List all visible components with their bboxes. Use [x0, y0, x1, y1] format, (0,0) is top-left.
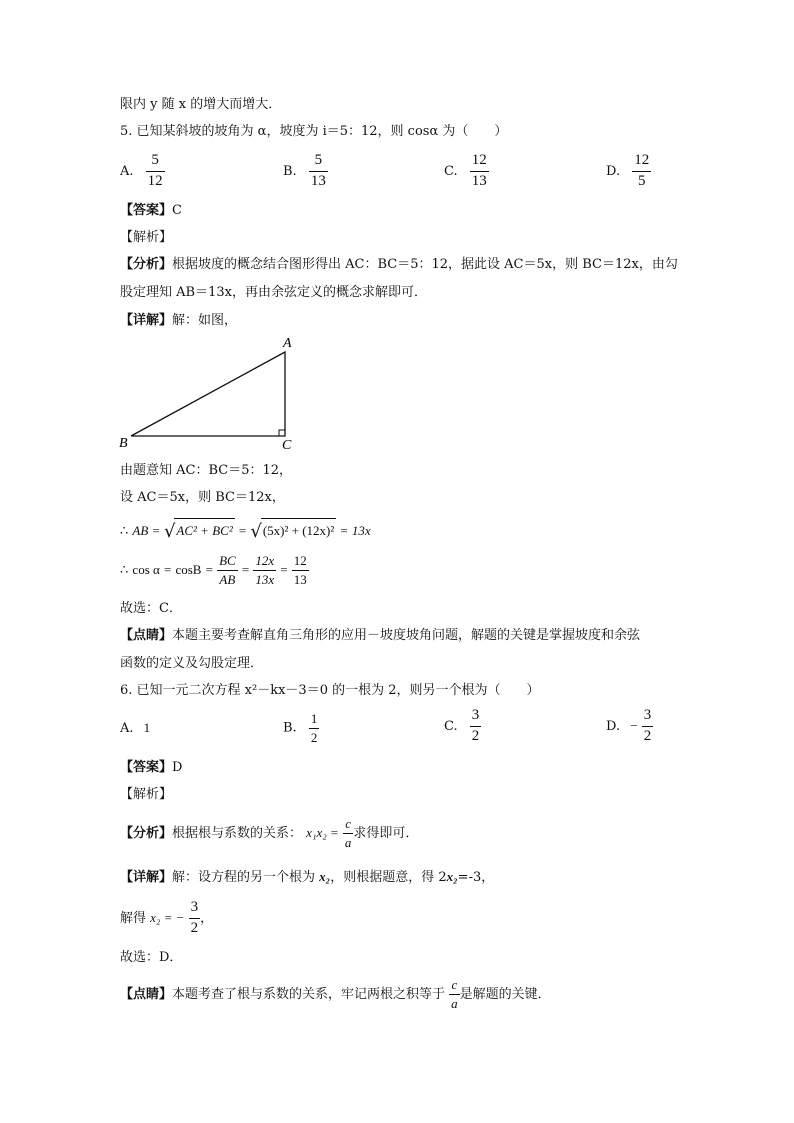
q6-option-b: [283, 712, 319, 744]
right-angle-mark: [279, 430, 285, 436]
therefore-symbol: ∴: [120, 524, 129, 539]
q5-dianjing-line2: 函数的定义及勾股定理．: [120, 656, 264, 671]
xiangjie-mid: ，则根据题意，得 2: [330, 870, 447, 885]
intro-line: 限内 y 随 x 的增大而增大．: [120, 97, 282, 112]
option-letter: A.: [120, 721, 134, 736]
frac-num: BC: [217, 554, 238, 571]
cos-b: cosB: [175, 562, 202, 577]
xiangjie-tag: 【详解】: [120, 313, 173, 328]
frac-den: 2: [190, 920, 199, 936]
q5-fenxi-line1: [120, 256, 678, 274]
q6-analysis-tag: 【解析】: [120, 787, 173, 802]
dianjing-tag: 【点睛】: [120, 987, 173, 1002]
option-numerator: 12: [470, 153, 489, 172]
q6-option-c: [444, 708, 481, 745]
q5-equation-ab: [120, 518, 371, 544]
q5-analysis-tag: 【解析】: [120, 230, 173, 245]
xiangjie-post: =-3，: [457, 870, 495, 885]
option-numerator: 1: [309, 712, 320, 729]
dianjing-text: 本题主要考查解直角三角形的应用－坡度坡角问题，解题的关键是掌握坡度和余弦: [172, 628, 641, 643]
eq-sign: =: [280, 562, 288, 577]
q5-option-a: [120, 153, 165, 190]
answer-value: C: [172, 203, 182, 218]
option-numerator: 3: [470, 708, 482, 727]
q5-equation-cos: [120, 552, 309, 589]
option-letter: B.: [283, 720, 297, 736]
fenxi-tag: 【分析】: [120, 257, 173, 272]
triangle-abc: [131, 352, 285, 436]
option-numerator: 5: [309, 153, 328, 172]
eq-sign: =: [340, 523, 348, 538]
fenxi-post: 求得即可．: [353, 826, 419, 841]
option-letter: D.: [606, 163, 621, 179]
vertex-c-label: C: [282, 438, 292, 452]
q6-option-a: [120, 720, 150, 736]
solve-post: ，: [200, 911, 214, 926]
vertex-a-label: A: [283, 336, 292, 351]
q5-line1: 由题意知 AC：BC＝5：12，: [120, 463, 293, 478]
q5-xiangjie: [120, 312, 237, 330]
q6-solve: [120, 898, 213, 939]
frac-num: 12x: [253, 554, 276, 571]
fenxi-text: 根据坡度的概念结合图形得出 AC：BC＝5：12，据此设 AC＝5x，则 BC＝12x，由勾: [172, 257, 678, 272]
dianjing-post: 是解题的关键．: [459, 987, 551, 1002]
option-letter: D.: [606, 718, 621, 734]
eq-sign: =: [152, 523, 160, 538]
q5-stem: 5. 已知某斜坡的坡角为 α，坡度为 i＝5：12，则 cosα 为（ ）: [120, 124, 508, 139]
frac-den: a: [344, 835, 352, 850]
frac-num: c: [449, 978, 460, 995]
option-value: 1: [143, 720, 151, 735]
option-letter: C.: [444, 718, 458, 734]
fenxi-expr: x₁x₂ =: [306, 825, 339, 840]
q6-choice: 故选：D．: [120, 950, 183, 965]
q5-option-d: [606, 153, 651, 190]
option-denominator: 13: [310, 172, 326, 189]
q6-dianjing: [120, 977, 551, 1013]
frac-num: 3: [189, 900, 201, 919]
q6-stem: 6. 已知一元二次方程 x²－kx－3＝0 的一根为 2，则另一个根为（ ）: [120, 683, 540, 698]
option-numerator: 12: [632, 153, 651, 172]
answer-value: D: [172, 760, 183, 775]
answer-tag: 【答案】: [120, 760, 173, 775]
q5-fenxi-line2: 股定理知 AB＝13x，再由余弦定义的概念求解即可．: [120, 285, 427, 300]
q5-choice: 故选：C．: [120, 601, 182, 616]
cos-alpha: cos α: [132, 562, 160, 577]
xiangjie-pre: 解：设方程的另一个根为: [172, 870, 316, 885]
frac-den: 13x: [255, 572, 275, 587]
answer-tag: 【答案】: [120, 203, 173, 218]
x2-symbol: x₂: [446, 869, 458, 884]
option-sign: −: [630, 717, 638, 733]
option-letter: A.: [120, 163, 134, 179]
sqrt-icon: √: [250, 521, 262, 542]
option-denominator: 13: [471, 172, 487, 189]
xiangjie-text: 解：如图，: [172, 313, 238, 328]
option-denominator: 2: [471, 727, 480, 744]
option-denominator: 5: [637, 172, 646, 189]
frac-den: AB: [219, 572, 236, 587]
q6-answer: [120, 759, 182, 777]
vertex-b-label: B: [119, 436, 128, 451]
q5-dianjing-line1: [120, 627, 640, 645]
frac-num: 12: [292, 554, 309, 571]
dianjing-pre: 本题考查了根与系数的关系，牢记两根之积等于: [172, 987, 446, 1002]
option-numerator: 5: [146, 153, 165, 172]
frac-num: c: [343, 817, 354, 834]
q6-fenxi: [120, 815, 418, 852]
option-denominator: 2: [310, 729, 318, 745]
x2-symbol: x₂: [319, 869, 331, 884]
dianjing-tag: 【点睛】: [120, 628, 173, 643]
eq-sign: =: [241, 562, 250, 577]
q5-option-c: [444, 153, 489, 190]
radicand-2: (5x)² + (12x)²: [261, 518, 336, 543]
xiangjie-tag: 【详解】: [120, 870, 173, 885]
q5-line2: 设 AC＝5x，则 BC＝12x，: [120, 490, 285, 505]
eq-sign: =: [238, 523, 247, 538]
solve-expr: x₂ = −: [150, 910, 185, 925]
fenxi-tag: 【分析】: [120, 826, 173, 841]
option-denominator: 2: [643, 727, 652, 744]
eq-lhs: AB: [132, 523, 149, 538]
q6-xiangjie: [120, 868, 494, 887]
option-letter: C.: [444, 163, 458, 179]
frac-den: a: [451, 996, 458, 1011]
therefore-symbol: ∴: [120, 563, 129, 578]
q6-option-d: [606, 708, 653, 745]
option-letter: B.: [283, 163, 297, 179]
option-denominator: 12: [147, 172, 163, 189]
frac-den: 13: [293, 572, 307, 587]
solve-pre: 解得: [120, 911, 147, 926]
eq-sign: =: [205, 562, 213, 577]
fenxi-text: 根据根与系数的关系：: [172, 826, 303, 841]
option-numerator: 3: [642, 708, 654, 727]
eq-sign: =: [163, 562, 172, 577]
triangle-figure: [110, 332, 310, 452]
eq-result: 13x: [351, 523, 371, 538]
q5-answer: [120, 202, 182, 220]
q5-option-b: [283, 153, 328, 190]
radicand-1: AC² + BC²: [174, 518, 234, 543]
sqrt-icon: √: [163, 521, 176, 542]
